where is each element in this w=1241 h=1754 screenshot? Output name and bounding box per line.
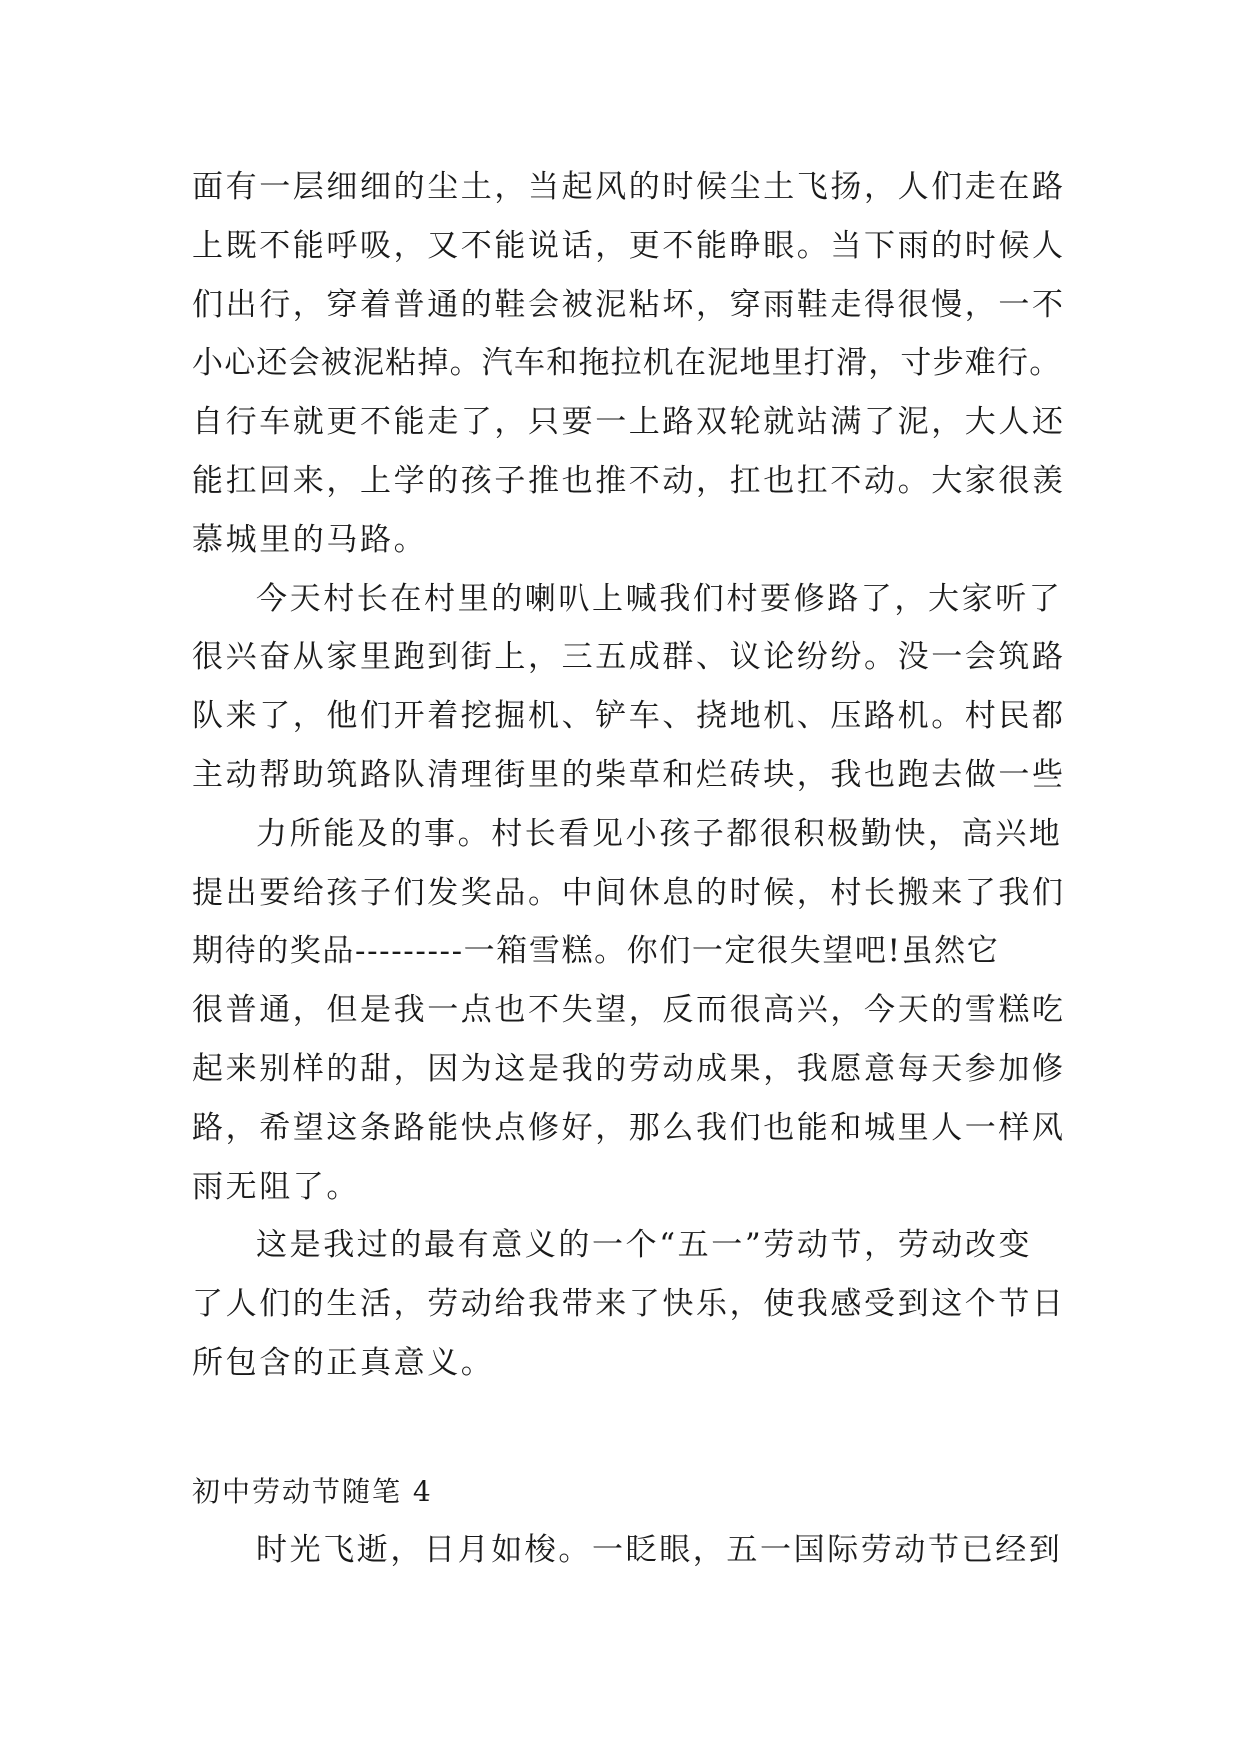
text-line: 主动帮助筑路队清理街里的柴草和烂砖块，我也跑去做一些 bbox=[192, 756, 1066, 793]
paragraph bbox=[192, 158, 1072, 570]
text-line: 今天村长在村里的喇叭上喊我们村要修路了，大家听了 bbox=[256, 580, 1063, 617]
paragraph bbox=[192, 570, 1072, 805]
document-body bbox=[192, 158, 1072, 1580]
text-line: 时光飞逝，日月如梭。一眨眼，五一国际劳动节已经到 bbox=[256, 1531, 1063, 1568]
paragraph bbox=[192, 1521, 1072, 1580]
text-line: 能扛回来，上学的孩子推也推不动，扛也扛不动。大家很羡 bbox=[192, 462, 1066, 499]
paragraph bbox=[192, 1216, 1072, 1392]
text-line: 雨无阻了。 bbox=[192, 1168, 360, 1205]
text-line: 队来了，他们开着挖掘机、铲车、挠地机、压路机。村民都 bbox=[192, 698, 1066, 735]
text-line: 了人们的生活，劳动给我带来了快乐，使我感受到这个节日 bbox=[192, 1286, 1066, 1323]
text-line: 期待的奖品---------一箱雪糕。你们一定很失望吧!虽然它 bbox=[192, 933, 1000, 970]
text-line: 提出要给孩子们发奖品。中间休息的时候，村长搬来了我们 bbox=[192, 874, 1066, 911]
paragraph bbox=[192, 805, 1072, 1217]
section-spacer bbox=[192, 1393, 1072, 1463]
text-line: 力所能及的事。村长看见小孩子都很积极勤快，高兴地 bbox=[256, 815, 1063, 852]
text-line: 上既不能呼吸，又不能说话，更不能睁眼。当下雨的时候人 bbox=[192, 227, 1066, 264]
text-line: 起来别样的甜，因为这是我的劳动成果，我愿意每天参加修 bbox=[192, 1050, 1066, 1087]
text-line: 慕城里的马路。 bbox=[192, 521, 428, 558]
text-line: 们出行，穿着普通的鞋会被泥粘坏，穿雨鞋走得很慢，一不 bbox=[192, 286, 1066, 323]
text-line: 自行车就更不能走了，只要一上路双轮就站满了泥，大人还 bbox=[192, 404, 1066, 441]
text-line: 很兴奋从家里跑到街上，三五成群、议论纷纷。没一会筑路 bbox=[192, 639, 1066, 676]
text-line: 所包含的正真意义。 bbox=[192, 1344, 495, 1381]
text-line: 小心还会被泥粘掉。汽车和拖拉机在泥地里打滑，寸步难行。 bbox=[192, 345, 1062, 382]
text-line: 很普通，但是我一点也不失望，反而很高兴，今天的雪糕吃 bbox=[192, 992, 1066, 1029]
text-line: 面有一层细细的尘土，当起风的时候尘土飞扬，人们走在路 bbox=[192, 169, 1066, 205]
section-heading: 初中劳动节随笔 4 bbox=[192, 1474, 433, 1508]
text-line: 这是我过的最有意义的一个“五一”劳动节，劳动改变 bbox=[256, 1227, 1033, 1264]
text-line: 路，希望这条路能快点修好，那么我们也能和城里人一样风 bbox=[192, 1109, 1066, 1146]
